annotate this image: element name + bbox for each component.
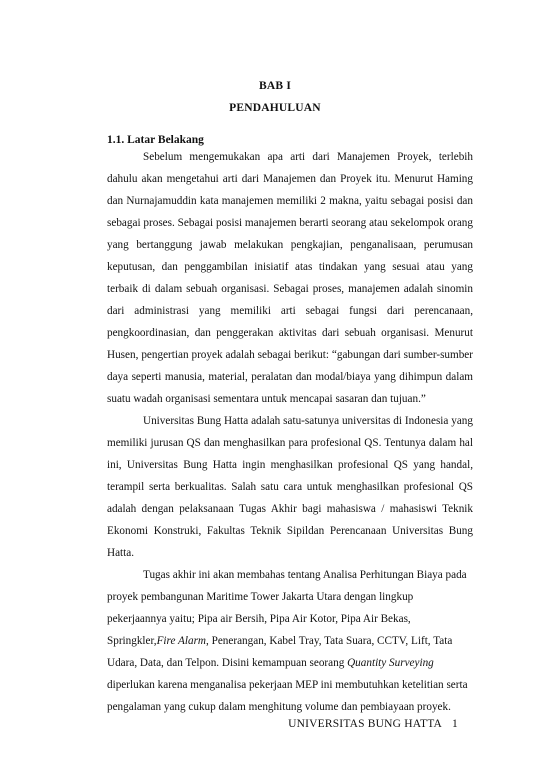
- paragraph-3-text-1: Tugas akhir ini akan membahas tentang Analisa Perhitungan Biaya pada proyek pembangunan Maritime Tower Jakarta Utara dengan lingkup pekerjaannya yaitu; Pipa air Bersih, Pipa Air Kotor, Pipa Air Bekas, Springkler,: [107, 569, 467, 647]
- paragraph-2: Universitas Bung Hatta adalah satu-satunya universitas di Indonesia yang memiliki jurusan QS dan menghasilkan para profesional QS. Tentunya dalam hal ini, Universitas Bung Hatta ingin menghasilkan profesional QS yang handal, terampil serta berkualitas. Salah satu cara untuk menghasilkan profesional QS adalah dengan pelaksanaan Tugas Akhir bagi mahasiswa / mahasiswi Teknik Ekonomi Konstruki, Fakultas Teknik Sipildan Perencanaan Universitas Bung Hatta.: [107, 415, 473, 559]
- paragraph-3-italic-quantity-surveying: Quantity Surveying: [347, 657, 434, 669]
- chapter-title: PENDAHULUAN: [229, 102, 321, 114]
- footer-institution: UNIVERSITAS BUNG HATTA: [288, 718, 443, 730]
- paragraph-3: [107, 564, 473, 718]
- paragraph-1: Sebelum mengemukakan apa arti dari Manajemen Proyek, terlebih dahulu akan mengetahui arti dari Manajemen dan Proyek itu. Menurut Haming dan Nurnajamuddin kata manajemen memiliki 2 makna, yaitu sebagai posisi dan sebagai proses. Sebagai posisi manajemen berarti seorang atau sekelompok orang yang bertanggung jawab melakukan pengkajian, penganalisaan, perumusan keputusan, dan penggambilan inisiatif atas tindakan yang sesuai atau yang terbaik di dalam sebuah organisasi. Sebagai proses, manajemen adalah sinomin dari administrasi yang memiliki arti sebagai fungsi dari perencanaan, pengkoordinasian, dan penggerakan aktivitas dari sebuah organisasi. Menurut Husen, pengertian proyek adalah sebagai berikut: “gabungan dari sumber-sumber daya seperti manusia, material, peralatan dan modal/biaya yang dihimpun dalam suatu wadah organisasi sementara untuk mencapai sasaran dan tujuan.”: [107, 151, 473, 405]
- body-text: [107, 146, 473, 718]
- section-heading: 1.1. Latar Belakang: [107, 134, 204, 146]
- paragraph-3-italic-fire-alarm: Fire Alarm: [156, 635, 207, 647]
- footer-page-number: 1: [452, 718, 458, 730]
- page-footer: [288, 718, 458, 730]
- chapter-number: BAB I: [259, 80, 291, 92]
- paragraph-3-text-2: , Penerangan, Kabel Tray, Tata Suara, CCTV, Lift, Tata Udara, Data, dan Telpon. Disini kemampuan seorang: [107, 635, 453, 669]
- paragraph-3-text-3: diperlukan karena menganalisa pekerjaan MEP ini membutuhkan ketelitian serta pengalaman yang cukup dalam menghitung volume dan pembiayaan proyek.: [107, 679, 468, 713]
